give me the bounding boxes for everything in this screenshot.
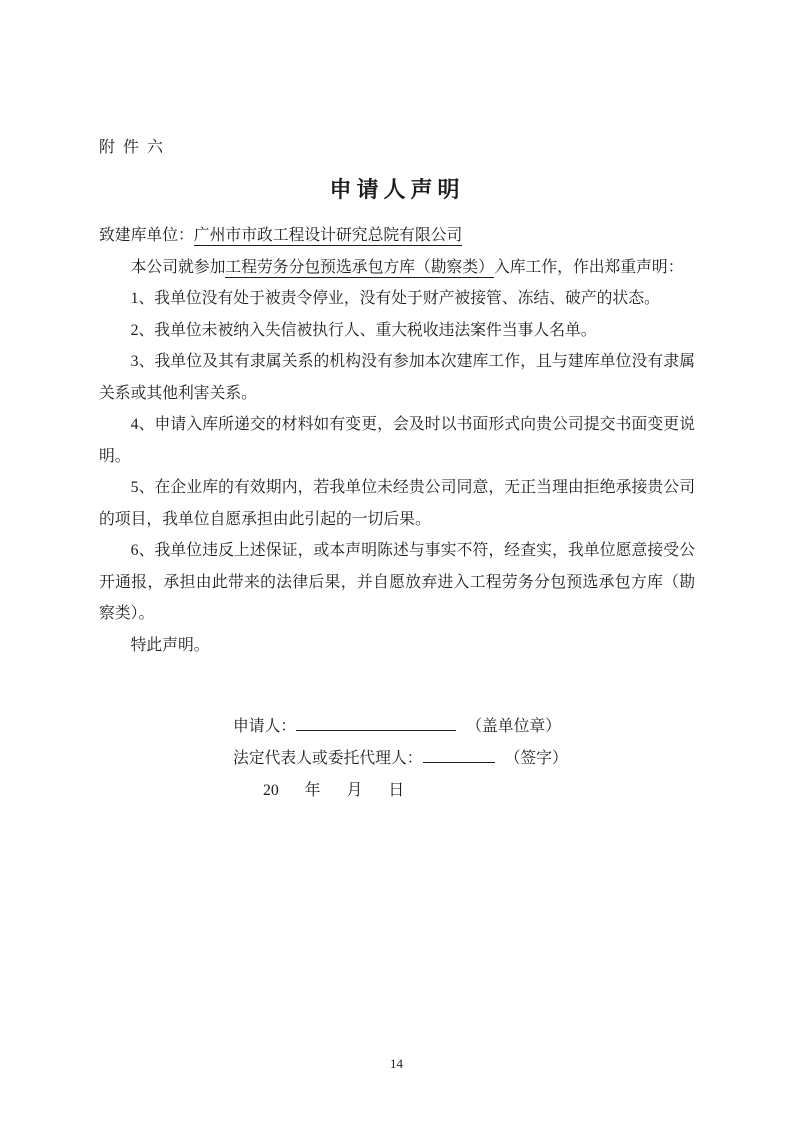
date-line <box>233 775 695 807</box>
declaration-body <box>99 220 695 661</box>
declaration-item-5: 5、在企业库的有效期内，若我单位未经贵公司同意，无正当理由拒绝承接贵公司的项目，我单位自愿承担由此引起的一切后果。 <box>99 479 695 528</box>
signature-block <box>233 711 695 807</box>
declaration-item-1: 1、我单位没有处于被责令停业，没有处于财产被接管、冻结、破产的状态。 <box>130 290 660 307</box>
attachment-label: 附 件 六 <box>99 139 166 156</box>
sign-note: （签字） <box>504 750 568 767</box>
intro-underlined-program-name: 工程劳务分包预选承包方库（勘察类） <box>225 258 494 276</box>
intro-suffix: 入库工作，作出郑重声明： <box>493 258 684 276</box>
recipient-company: 广州市市政工程设计研究总院有限公司 <box>193 227 463 244</box>
declaration-item-6: 6、我单位违反上述保证，或本声明陈述与事实不符，经查实，我单位愿意接受公开通报，承担由此带来的法律后果，并自愿放弃进入工程劳务分包预选承包方库（勘察类）。 <box>99 542 695 622</box>
representative-label: 法定代表人或委托代理人： <box>233 750 423 767</box>
page-number: 14 <box>390 1056 403 1071</box>
recipient-label: 致建库单位： <box>99 227 194 244</box>
recipient-line <box>99 220 695 252</box>
date-year-label: 年 <box>304 782 321 799</box>
document-content <box>99 138 695 807</box>
intro-paragraph <box>99 252 695 284</box>
document-title: 申请人声明 <box>329 177 465 202</box>
date-year-prefix: 20 <box>263 782 279 799</box>
seal-note: （盖单位章） <box>466 718 561 735</box>
declaration-item-2: 2、我单位未被纳入失信被执行人、重大税收违法案件当事人名单。 <box>130 321 597 339</box>
declaration-item-3: 3、我单位及其有隶属关系的机构没有参加本次建库工作，且与建库单位没有隶属关系或其他利害关系。 <box>99 353 695 402</box>
date-day-label: 日 <box>388 782 405 799</box>
intro-prefix: 本公司就参加 <box>130 258 226 276</box>
applicant-label: 申请人： <box>233 718 297 735</box>
applicant-line <box>233 711 695 743</box>
applicant-signature-blank <box>296 715 456 731</box>
representative-line <box>233 743 695 775</box>
date-month-label: 月 <box>346 782 363 799</box>
declaration-item-4: 4、申请入库所递交的材料如有变更，会及时以书面形式向贵公司提交书面变更说明。 <box>99 416 695 465</box>
closing-statement: 特此声明。 <box>130 636 210 654</box>
representative-signature-blank <box>423 747 495 763</box>
